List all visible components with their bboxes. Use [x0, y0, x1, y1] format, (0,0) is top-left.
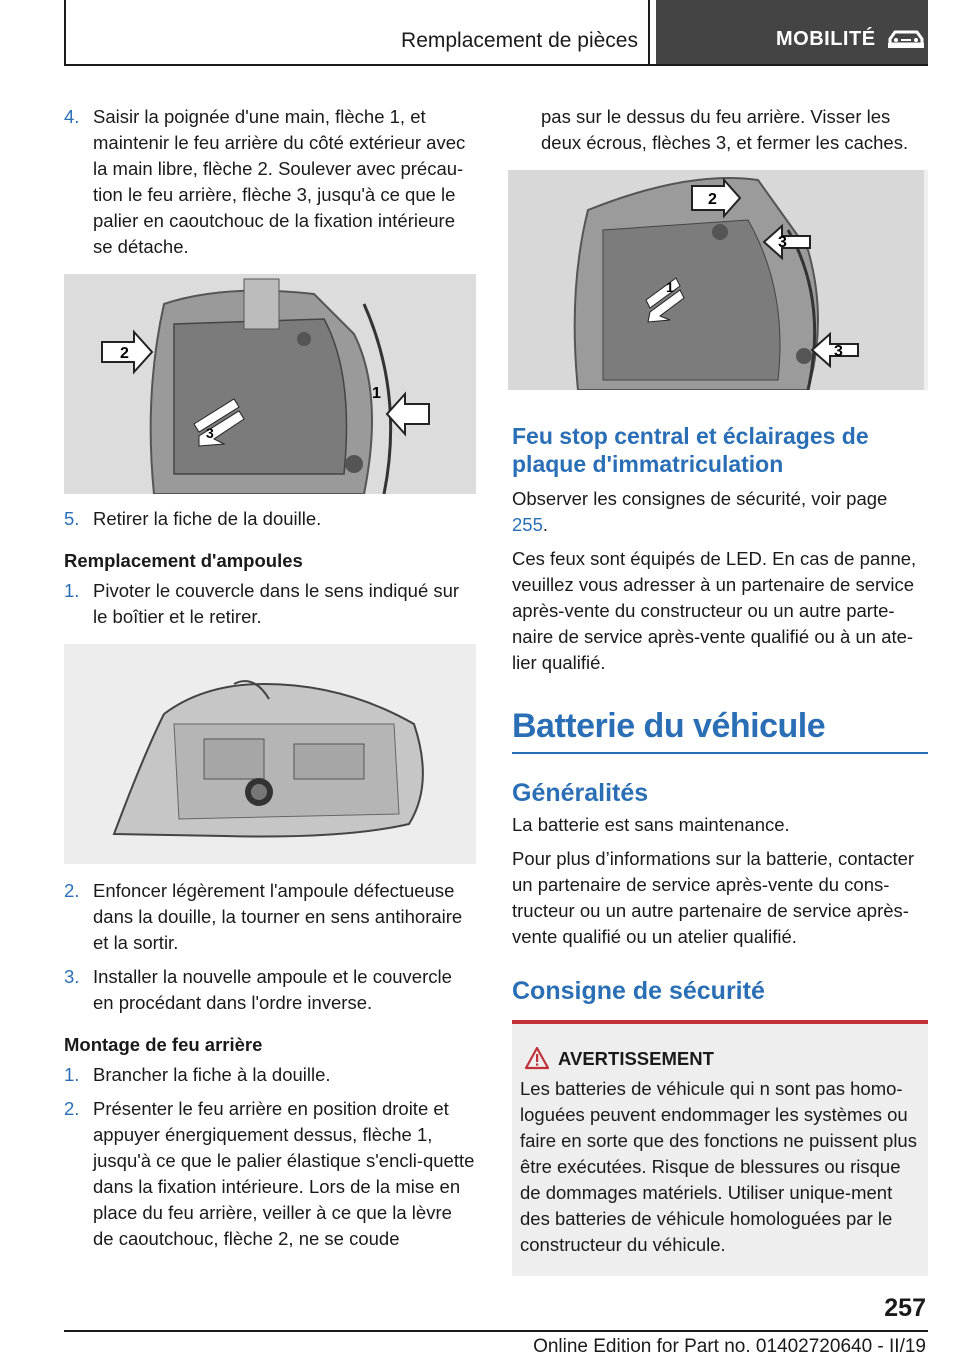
figure-label: 1 — [666, 279, 674, 295]
warning-text: Les batteries de véhicule qui n sont pas homo‐loguées peuvent endommager les systèmes ou faire en sorte que des fonctions ne puissent plus être exécutées. Risque de blessures ou risque de dommages matériels. Utiliser unique‐ment des batteries de véhicule homologuées par le constructeur du véhicule. — [520, 1078, 917, 1255]
safety-heading: Consigne de sécurité — [512, 977, 765, 1005]
footer-rule — [64, 1330, 928, 1332]
battery-heading-rule — [512, 752, 928, 754]
mount-step-2 — [64, 1096, 476, 1252]
header-frame-separator — [648, 0, 650, 66]
car-icon — [886, 28, 926, 52]
general-p2: Pour plus d’informations sur la batterie, contacter un partenaire de service après-vente du cons‐tructeur ou un autre partenaire de service après-vente qualifié ou un atelier qualifié. — [512, 848, 915, 947]
page-number: 257 — [884, 1294, 926, 1322]
taillight-mounting-illustration — [508, 170, 924, 390]
left-column — [64, 104, 476, 1252]
battery-warning-box — [512, 1020, 928, 1276]
step-number: 1. — [64, 1064, 80, 1085]
step-number: 4. — [64, 106, 80, 127]
brake-light-heading: Feu stop central et éclairages de plaque d'immatriculation — [512, 423, 869, 477]
bulb-housing-figure — [64, 644, 476, 864]
step-text: Installer la nouvelle ampoule et le couvercle en procédant dans l'ordre inverse. — [93, 966, 452, 1013]
step-number: 3. — [64, 966, 80, 987]
figure-label: 2 — [120, 345, 129, 362]
brake-light-p2: Ces feux sont équipés de LED. En cas de panne, veuillez vous adresser à un partenaire de service après-vente du constructeur ou un autre parte‐naire de service après-vente qualifié ou à un ate‐lier qualifié. — [512, 548, 917, 673]
figure-label: 3 — [834, 343, 843, 360]
step-number: 2. — [64, 880, 80, 901]
general-heading: Généralités — [512, 779, 649, 807]
warning-triangle-icon — [524, 1046, 550, 1070]
bulb-step-2 — [64, 878, 476, 956]
warning-title-text: AVERTISSEMENT — [558, 1048, 714, 1069]
page-link-255[interactable]: 255 — [512, 514, 543, 535]
header-chapter-label: MOBILITÉ — [776, 28, 876, 50]
bulb-step-3 — [64, 964, 476, 1016]
figure-label: 1 — [372, 385, 381, 402]
removal-step-5 — [64, 506, 476, 532]
removal-step-4 — [64, 104, 476, 260]
edition-note: Online Edition for Part no. 01402720640 - II/19 — [533, 1336, 926, 1357]
header-chapter-tab[interactable] — [656, 0, 928, 64]
step-number: 2. — [64, 1098, 80, 1119]
right-column — [512, 104, 928, 1276]
brake-light-p1 — [512, 486, 928, 538]
step-number: 1. — [64, 580, 80, 601]
header-section-title: Remplacement de pièces — [401, 29, 638, 52]
header-rule — [64, 64, 928, 66]
step-text: Brancher la fiche à la douille. — [93, 1064, 331, 1085]
figure-label: 3 — [206, 425, 214, 441]
step-text: Retirer la fiche de la douille. — [93, 508, 322, 529]
step-text: Pivoter le couvercle dans le sens indiqué sur le boîtier et le retirer. — [93, 580, 460, 627]
taillight-mount-heading: Montage de feu arrière — [64, 1034, 263, 1055]
taillight-removal-figure — [64, 274, 476, 494]
step-text: Saisir la poignée d'une main, flèche 1, et maintenir le feu arrière du côté extérieur avec la main libre, flèche 2. Soulever avec précau‐tion le feu arrière, flèche 3, jusqu'à ce que le palier en caoutchouc de la fixation intérieure se détache. — [93, 106, 466, 257]
bulb-replacement-heading: Remplacement d'ampoules — [64, 550, 303, 571]
figure-label: 2 — [708, 191, 717, 208]
brake-light-p1-text: Observer les consignes de sécurité, voir page — [512, 488, 888, 509]
step-text: Enfoncer légèrement l'ampoule défectueuse dans la douille, la tourner en sens antihoraire et la sortir. — [93, 880, 463, 953]
taillight-mounting-figure — [508, 170, 928, 390]
figure-label: 3 — [778, 234, 787, 251]
step-number: 5. — [64, 508, 80, 529]
bulb-step-1 — [64, 578, 476, 630]
brake-light-p1-end: . — [542, 514, 549, 535]
battery-heading: Batterie du véhicule — [512, 707, 826, 745]
taillight-removal-illustration — [64, 274, 476, 494]
mount-step-1 — [64, 1062, 476, 1088]
warning-title — [520, 1046, 920, 1072]
step-text: Présenter le feu arrière en position droite et appuyer énergiquement dessus, flèche 1, jusqu'à ce que le palier élastique s'encli‐quette dans la fixation intérieure. Lors de la mise en place du feu arrière, veiller à ce que la lèvre de caoutchouc, flèche 2, ne se coude — [93, 1098, 475, 1249]
bulb-housing-illustration — [64, 644, 476, 864]
general-p1: La batterie est sans maintenance. — [512, 814, 790, 835]
mount-step-continuation: pas sur le dessus du feu arrière. Visser les deux écrous, flèches 3, et fermer les caches. — [541, 106, 909, 153]
